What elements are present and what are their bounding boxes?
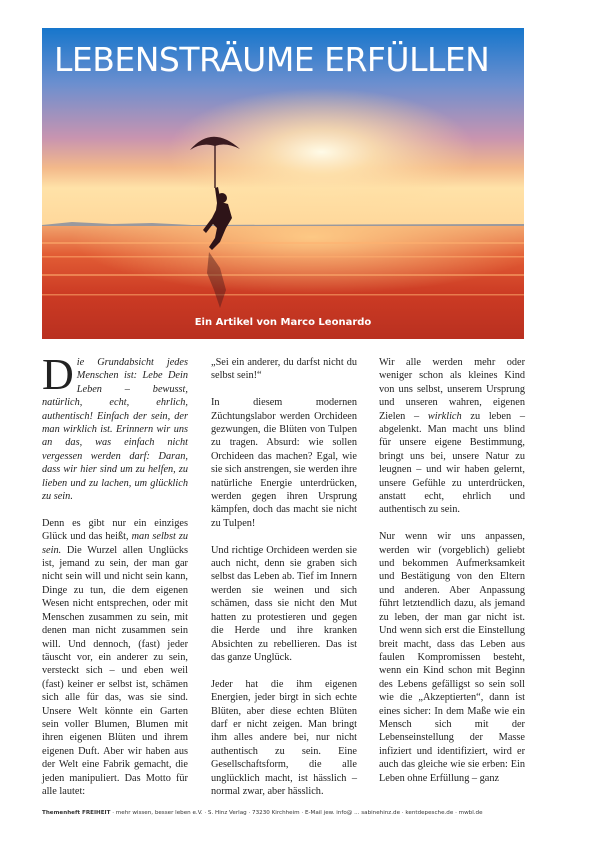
paragraph: „Sei ein anderer, du darfst nicht du selbst sein!“ (211, 357, 357, 382)
page-footer (42, 810, 532, 816)
hero-image (42, 28, 524, 339)
footer-brand: Themenheft FREIHEIT (42, 810, 111, 816)
drop-cap: D (42, 350, 74, 399)
paragraph: Jeder hat die ihm eigenen Energien, jeder birgt in sich echte Blüten, aber diese echten Blüten darf er nicht zeigen. Man bringt ihm alles andere bei, nur nicht authentisch zu sein. Eine Gesellschaftsform, die alle unglücklich macht, ist hässlich – normal zwar, aber hässlich. (211, 678, 357, 797)
footer-text: · mehr wissen, besser leben e.V. · S. Hinz Verlag · 73230 Kirchheim · E-Mail jew. info@ ... sabinehinz.de · kentdepesche.de · mwbl.de (110, 810, 483, 816)
paragraph: Wir alle werden mehr oder weniger schon als kleines Kind von uns selbst, unserem Ursprung und unseren wahren, eigenen Zielen – wirklich zu leben – abgelenkt. Man macht uns blind für unsere eigene Bestimmung, bringt uns bei, unsere Natur zu leugnen – und wir haben gelernt, unsere Gefühle zu unterdrücken, anstatt echt, ehrlich und authentisch zu sein. (379, 357, 525, 516)
paragraph: Denn es gibt nur ein einziges Glück und das heißt, man selbst zu sein. Die Wurzel allen Unglücks ist, jemand zu sein, der man gar nicht sein will und nicht sein kann, Dinge zu tun, die dem eigenen Wesen nicht entsprechen, oder mit Menschen zusammen zu sein, mit denen man nicht zusammen sein will. Und dennoch, (fast) jeder täuscht vor, ein anderer zu sein, versteckt sich – und eben weil (fast) keiner er selbst ist, schämen sich alle für das, was sie sind. Unsere Welt könnte ein Garten sein voller Blumen, Blumen mit ihren eigenen Blüten und ihrem eigenen Duft. Aber wir haben aus der Welt eine Fabrik gemacht, die jeden manipuliert. Das Motto für alle lautet: (42, 517, 189, 797)
paragraph: In diesem modernen Züchtungslabor werden Orchideen gezwungen, die Blüten von Tulpen zu tragen. Absurd: wie sollen Orchideen das machen? Egal, wie sie sich anstrengen, sie werden ihre natürliche Energie unterdrücken, werden gegen ihren Ursprung kämpfen, doch das macht sie nicht zu Tulpen! (211, 397, 357, 529)
article-title: LEBENSTRÄUME ERFÜLLEN (54, 40, 490, 79)
article-column-2 (211, 356, 357, 812)
author-credit: Ein Artikel von Marco Leonardo (194, 317, 372, 328)
intro-text: ie Grundabsicht jedes Menschen ist: Lebe Dein Leben – bewusst, natürlich, echt, ehrlich, authentisch! Einfach der sein, der man wirklich ist. Erinnern wir uns an das, was einfach nicht vergessen werden darf: Daran, dass wir hier sind um zu helfen, zu lieben und zu lachen, um glücklich zu sein. (42, 357, 188, 503)
paragraph: Nur wenn wir uns anpassen, werden wir (vorgeblich) geliebt und bekommen Aufmerksamkeit und Bestätigung von den Eltern und anderen. Aber Anpassung führt letztendlich dazu, als jemand zu leben, der man gar nicht ist. Und wenn sich erst die Einstellung breit macht, dass das Leben aus faulen Kompromissen besteht, wenn ein Kind schon mit Beginn des Lebens gefälligst so sein soll wie die „Akzeptierten“, dann ist eines sicher: In dem Maße wie ein Mensch sich mit der Lebenseinstellung der Masse infiziert und identifiziert, wird er auch das gleiche wie sie erben: Ein Leben ohne Erfüllung – ganz (379, 531, 525, 784)
article-column-1 (42, 350, 189, 812)
paragraph: Und richtige Orchideen werden sie auch nicht, denn sie graben sich selbst das Leben ab. Tief im Innern werden sie weinen und sich schämen, dass sie nicht den Mut hatten zu protestieren und gegen die Herde und ihre kranken Absichten zu rebellieren. Das ist das ganze Unglück. (211, 544, 357, 663)
intro-paragraph (42, 350, 188, 503)
article-column-3 (379, 356, 525, 798)
